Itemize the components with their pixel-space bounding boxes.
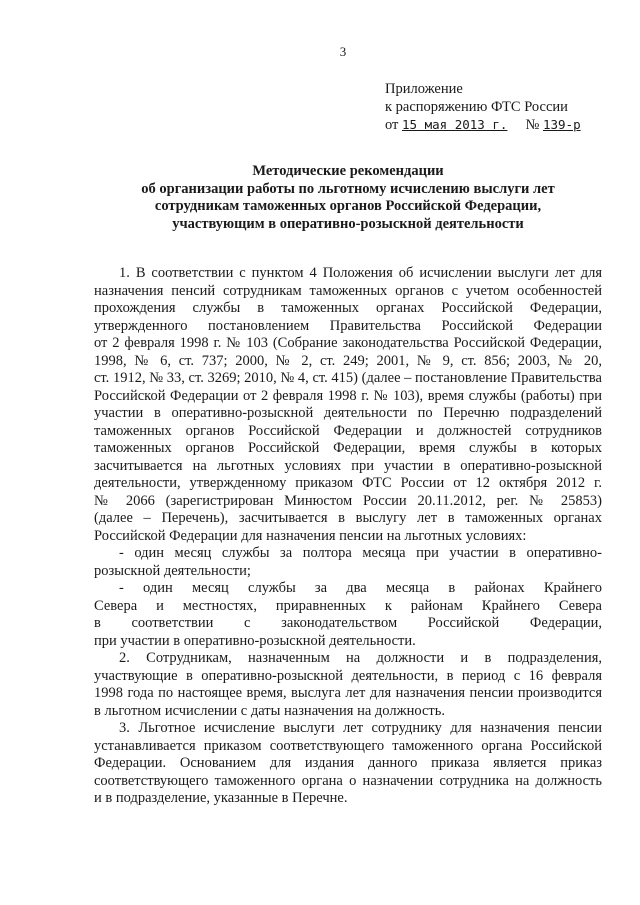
body-line: таможенных органов Российской Федерации, время службы в которых (94, 440, 602, 456)
body-line: устанавливается приказом соответствующего таможенного органа Российской (94, 737, 602, 754)
title-line: Методические рекомендации (252, 163, 444, 179)
title-line: сотрудникам таможенных органов Российской Федерации, (154, 198, 542, 214)
appendix-order-ref: к распоряжению ФТС России (385, 99, 568, 115)
body-line: при участии в оперативно-розыскной деятельности. (94, 632, 416, 649)
body-line: № 2066 (зарегистрирован Минюстом России 20.11.2012, рег. № 25853) (94, 492, 602, 509)
body-line: соответствующего таможенного органа о назначении сотрудника на должность (94, 772, 602, 789)
title-line: участвующим в оперативно-розыскной деятельности (172, 215, 524, 232)
body-line: - один месяц службы за полтора месяца при участии в оперативно- (119, 545, 602, 561)
body-line: назначения пенсий сотрудникам таможенных органов с учетом особенностей (94, 282, 602, 299)
order-date: 15 мая 2013 г. (402, 117, 508, 132)
appendix-date-line (385, 116, 581, 134)
body-line: Российской Федерации от 2 февраля 1998 г. № 103), время службы (работы) при (94, 387, 602, 404)
title-line: об организации работы по льготному исчислению выслуги лет (141, 180, 555, 197)
document-title (94, 163, 602, 233)
document-body (94, 265, 602, 808)
body-line: в льготном исчислении с даты назначения на должность. (94, 702, 445, 719)
body-line: деятельности, утвержденному приказом ФТС России от 12 октября 2012 г. (94, 475, 602, 491)
appendix-label: Приложение (385, 81, 463, 97)
appendix-header (385, 80, 581, 134)
body-line: 1998 года по настоящее время, выслуга лет для назначения пенсии производится (94, 685, 602, 701)
body-line: Федерации. Основанием для издания данного приказа является приказ (94, 755, 602, 771)
number-prefix: № (525, 117, 540, 133)
body-line: участвующие в оперативно-розыскной деятельности, в период с 16 февраля (94, 667, 602, 684)
body-line: (далее – Перечень), засчитывается в выслугу лет в таможенных органах (94, 510, 602, 526)
body-line: от 2 февраля 1998 г. № 103 (Собрание законодательства Российской Федерации, (94, 335, 602, 351)
body-line: Севера и местностях, приравненных к районам Крайнего Севера (94, 597, 602, 614)
body-line: 2. Сотрудникам, назначенным на должности и в подразделения, (119, 650, 602, 666)
body-line: - один месяц службы за два месяца в районах Крайнего (119, 580, 602, 596)
body-line: и в подразделение, указанные в Перечне. (94, 790, 348, 806)
order-number: 139-р (542, 117, 581, 132)
body-line: ст. 1912, № 33, ст. 3269; 2010, № 4, ст. 415) (далее – постановление Правительства (94, 370, 602, 386)
body-line: Российской Федерации для назначения пенсии на льготных условиях: (94, 527, 527, 544)
body-line: прохождения службы в таможенных органах Российской Федерации, (94, 300, 602, 316)
body-line: 1. В соответствии с пунктом 4 Положения об исчислении выслуги лет для (119, 265, 602, 281)
page-number: 3 (339, 44, 347, 59)
body-line: розыскной деятельности; (94, 562, 251, 579)
body-line: таможенных органов Российской Федерации и должностей сотрудников (94, 422, 602, 439)
date-prefix: от (385, 117, 399, 133)
body-line: в соответствии с законодательством Российской Федерации, (94, 615, 602, 631)
body-line: 3. Льготное исчисление выслуги лет сотруднику для назначения пенсии (119, 720, 602, 736)
body-line: утвержденного постановлением Правительства Российской Федерации (94, 317, 602, 334)
body-line: 1998, № 6, ст. 737; 2000, № 2, ст. 249; 2001, № 9, ст. 856; 2003, № 20, (94, 352, 602, 369)
body-line: участии в оперативно-розыскной деятельности по Перечню подразделений (94, 405, 602, 421)
body-line: засчитывается на льготных условиях при участии в оперативно-розыскной (94, 457, 602, 474)
